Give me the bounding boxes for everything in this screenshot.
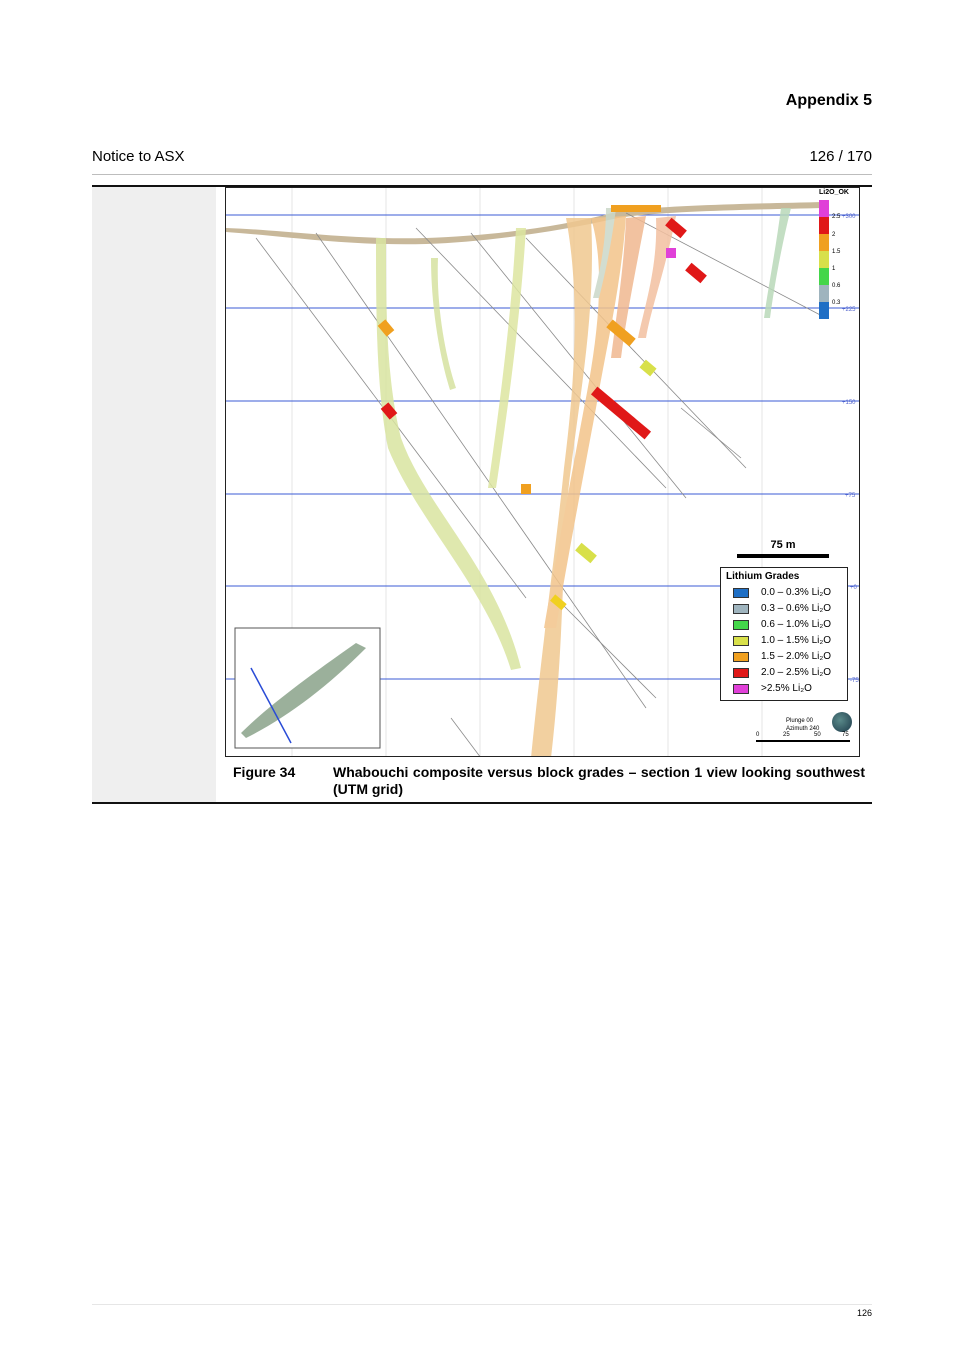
elevation-label: +225 <box>842 307 856 313</box>
elevation-label: +300 <box>842 214 856 220</box>
ramp-label: 0.6 <box>832 283 841 289</box>
compass-scale-tick: 0 <box>756 732 760 738</box>
elevation-label: +150 <box>842 400 856 406</box>
ramp-swatch <box>819 268 829 285</box>
plunge-label: Plunge 00 <box>786 718 814 724</box>
page-number: 126 <box>856 1308 872 1318</box>
ramp-label: 2 <box>832 232 836 238</box>
ramp-swatch <box>819 302 829 319</box>
elevation-label: +0 <box>850 585 857 591</box>
ramp-swatch <box>819 200 829 217</box>
compass-scale-bar <box>756 740 850 742</box>
left-margin-panel <box>92 186 216 802</box>
inset-overview-map <box>235 628 380 748</box>
ramp-swatch <box>819 251 829 268</box>
ramp-label: 1 <box>832 266 836 272</box>
topography-surface <box>226 202 826 244</box>
footer-rule <box>92 1304 872 1305</box>
ramp-swatch <box>819 234 829 251</box>
ramp-swatch <box>819 285 829 302</box>
ramp-label: 2.5 <box>832 214 841 220</box>
grade-color-ramp <box>819 200 829 320</box>
azimuth-label: Azimuth 240 <box>786 726 820 732</box>
grade-ramp-title: Li2O_OK <box>819 189 849 196</box>
elevation-label: +75 <box>845 493 856 499</box>
compass-scale-tick: 50 <box>814 732 821 738</box>
header-rule <box>92 174 872 175</box>
globe-icon <box>832 712 852 732</box>
figure-number: Figure 34 <box>233 764 296 780</box>
scale-bar-label: 75 m <box>770 539 796 551</box>
ramp-label: 0.3 <box>832 300 841 306</box>
lithium-grades-legend: Lithium Grades 0.0 – 0.3% Li₂O 0.3 – 0.6% Li₂O 0.6 – 1.0% Li₂O 1.0 – 1.5% Li₂O 1.5 – 2.0% Li₂O 2.0 – 2.5% Li₂O >2.5% Li₂O <box>720 567 848 701</box>
elevation-label: -75 <box>850 678 859 684</box>
ramp-swatch <box>819 217 829 234</box>
figure-caption-text: Whabouchi composite versus block grades – section 1 view looking southwest (UTM grid) <box>333 764 865 797</box>
page-header <box>92 148 872 168</box>
figure-bottom-rule <box>92 802 872 804</box>
notice-label: Notice to ASX <box>92 148 185 165</box>
compass-scale-tick: 25 <box>783 732 790 738</box>
compass-scale-tick: 75 <box>842 732 849 738</box>
appendix-title: Appendix 5 <box>785 92 872 109</box>
scale-bar-line <box>737 554 829 558</box>
scale-bar <box>737 539 829 558</box>
page-counter: 126 / 170 <box>809 148 872 165</box>
ramp-label: 1.5 <box>832 249 841 255</box>
orientation-compass <box>756 712 852 746</box>
legend-title: Lithium Grades <box>726 571 800 582</box>
